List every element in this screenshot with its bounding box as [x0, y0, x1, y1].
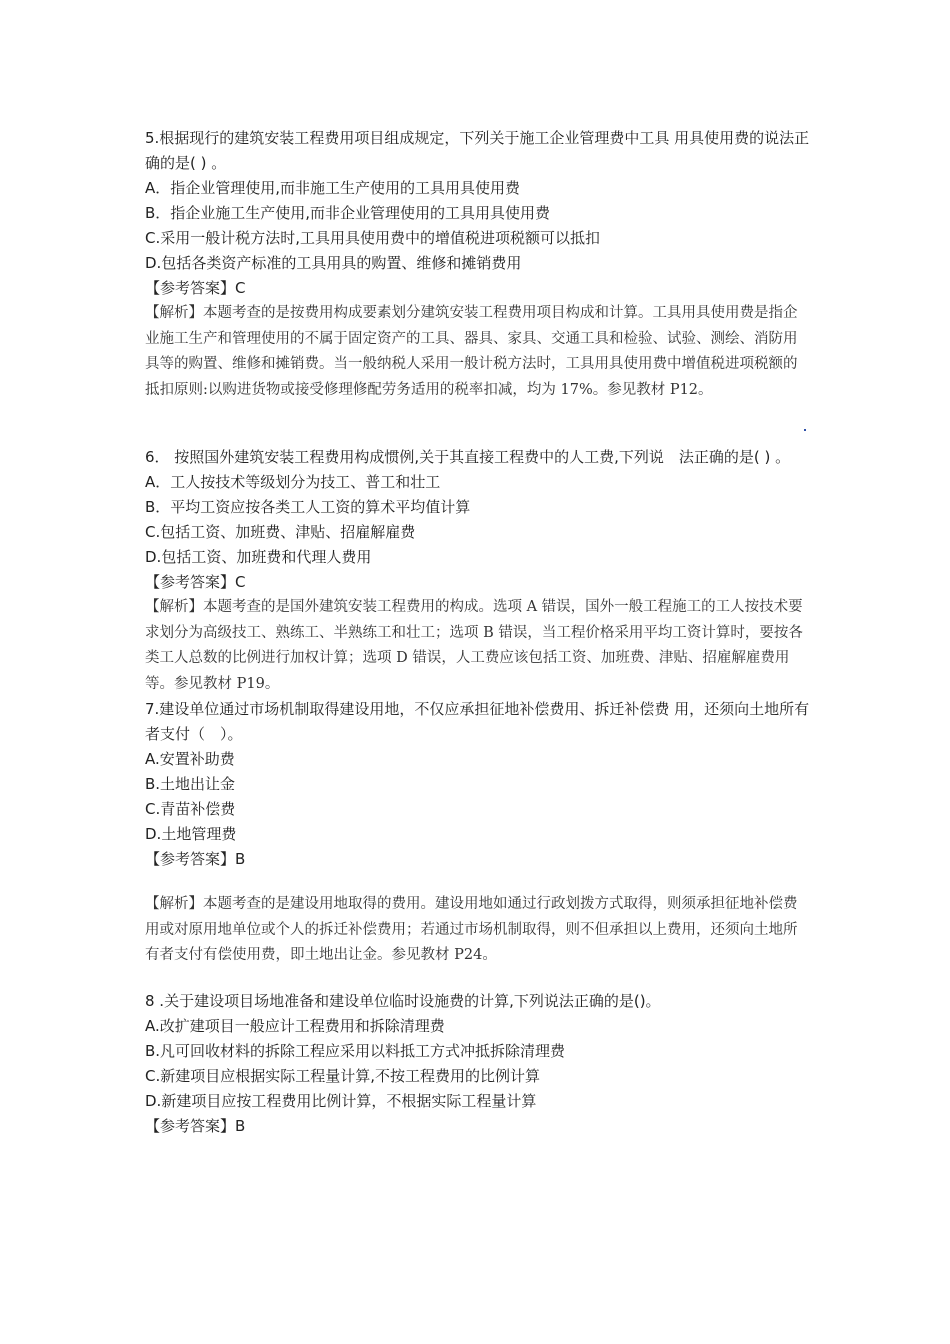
- reference-answer: 【参考答案】B: [145, 850, 246, 868]
- option-c: C.青苗补偿费: [145, 800, 236, 818]
- reference-answer: 【参考答案】C: [145, 279, 246, 297]
- question-stem: 7.建设单位通过市场机制取得建设用地，不仅应承担征地补偿费用、拆迁补偿费 用，还须向土地所有者支付（ ）。: [145, 700, 810, 743]
- stray-mark: [804, 429, 806, 431]
- option-d: D.包括工资、加班费和代理人费用: [145, 548, 372, 566]
- option-c: C.新建项目应根据实际工程量计算,不按工程费用的比例计算: [145, 1066, 541, 1085]
- question-stem: 6． 按照国外建筑安装工程费用构成惯例,关于其直接工程费中的人工费,下列说 法正确的是( ) 。: [145, 448, 791, 466]
- option-b: B.土地出让金: [145, 775, 236, 793]
- reference-answer: 【参考答案】B: [145, 1116, 246, 1135]
- option-a: A．工人按技术等级划分为技工、普工和壮工: [145, 473, 441, 491]
- option-c: C.采用一般计税方法时,工具用具使用费中的增值税进项税额可以抵扣: [145, 229, 601, 247]
- exam-document: [145, 126, 810, 1139]
- option-a: A.改扩建项目一般应计工程费用和拆除清理费: [145, 1016, 445, 1035]
- analysis-text: 【解析】本题考查的是国外建筑安装工程费用的构成。选项 A 错误，国外一般工程施工的工人按技术要求划分为高级技工、熟练工、半熟练工和壮工；选项 B 错误，当工程价格采用平均工资计算时，要按各类工人总数的比例进行加权计算；选项 D 错误，人工费应该包括工资、加班费、津贴、招雇解雇费用等。参见教材 P19。: [145, 599, 803, 692]
- option-b: B．平均工资应按各类工人工资的算术平均值计算: [145, 498, 471, 516]
- reference-answer: 【参考答案】C: [145, 573, 246, 591]
- option-a: A.安置补助费: [145, 750, 235, 768]
- option-b: B.凡可回收材料的拆除工程应采用以料抵工方式冲抵拆除清理费: [145, 1041, 566, 1060]
- option-b: B．指企业施工生产使用,而非企业管理使用的工具用具使用费: [145, 204, 551, 222]
- option-a: A．指企业管理使用,而非施工生产使用的工具用具使用费: [145, 179, 521, 197]
- analysis-text: 【解析】本题考查的是建设用地取得的费用。建设用地如通过行政划拨方式取得，则须承担征地补偿费用或对原用地单位或个人的拆迁补偿费用；若通过市场机制取得，则不但承担以上费用，还须向土地所有者支付有偿使用费，即土地出让金。参见教材 P24。: [145, 896, 798, 963]
- question-stem: 8 .关于建设项目场地准备和建设单位临时设施费的计算,下列说法正确的是()。: [145, 991, 661, 1010]
- option-c: C.包括工资、加班费、津贴、招雇解雇费: [145, 523, 416, 541]
- option-d: D.新建项目应按工程费用比例计算，不根据实际工程量计算: [145, 1091, 537, 1110]
- option-d: D.包括各类资产标准的工具用具的购置、维修和摊销费用: [145, 254, 522, 272]
- analysis-text: 【解析】本题考查的是按费用构成要素划分建筑安装工程费用项目构成和计算。工具用具使用费是指企业施工生产和管理使用的不属于固定资产的工具、器具、家具、交通工具和检验、试验、测绘、消防用具等的购置、维修和摊销费。当一般纳税人采用一般计税方法时，工具用具使用费中增值税进项税额的抵扣原则:以购进货物或接受修理修配劳务适用的税率扣减，均为 17%。参见教材 P12。: [145, 305, 798, 398]
- option-d: D.土地管理费: [145, 825, 237, 843]
- question-stem: 5.根据现行的建筑安装工程费用项目组成规定，下列关于施工企业管理费中工具 用具使用费的说法正确的是( ) 。: [145, 129, 810, 172]
